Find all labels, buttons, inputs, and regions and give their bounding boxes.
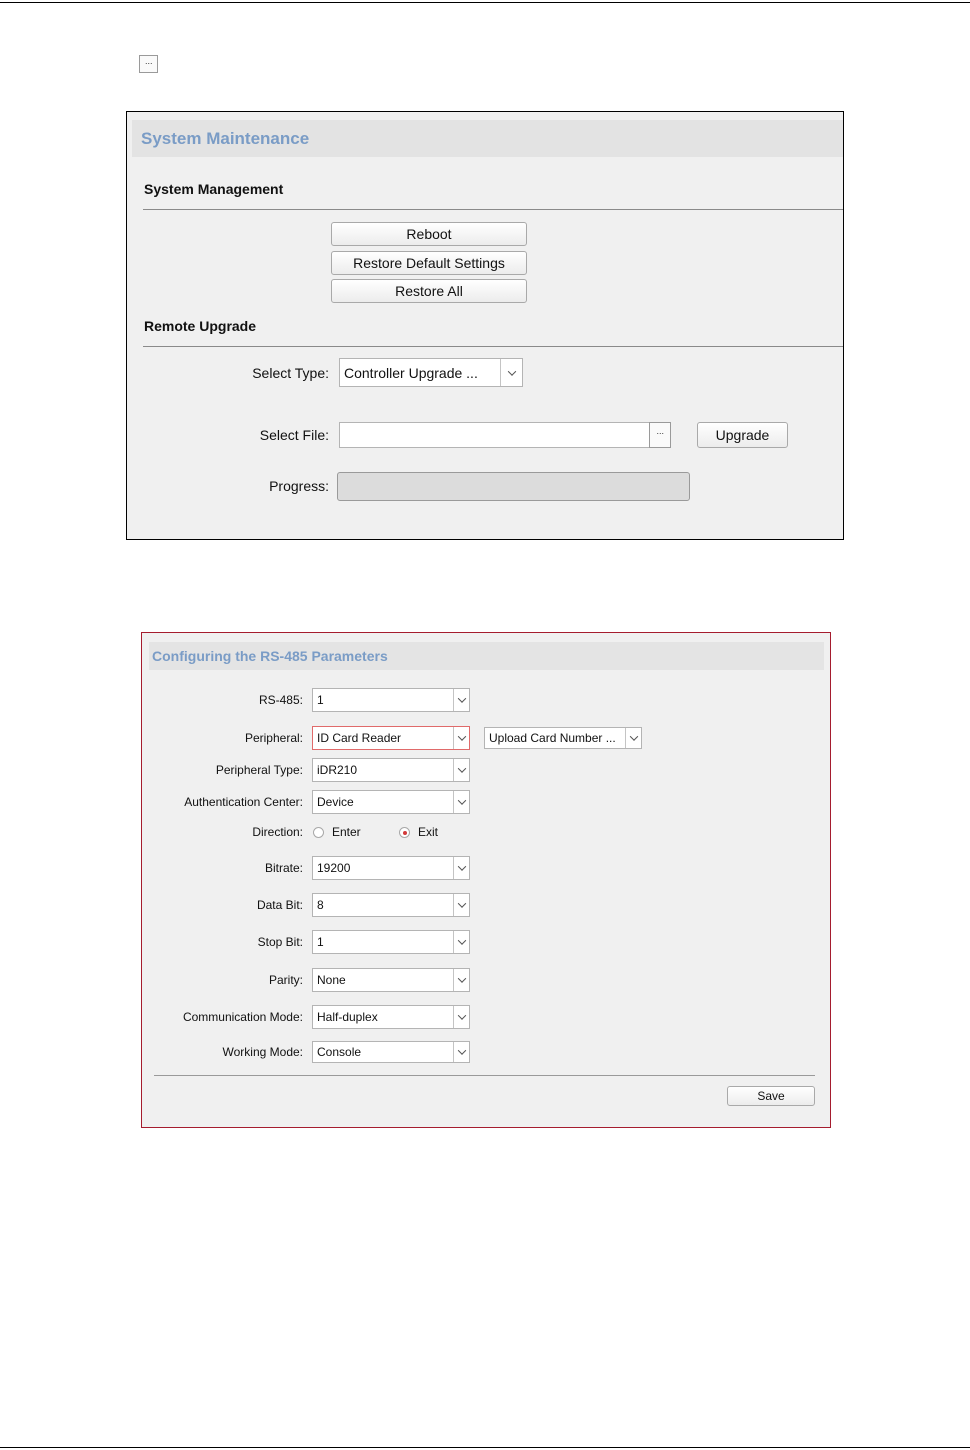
remote-upgrade-heading: Remote Upgrade (144, 318, 257, 334)
working-mode-dropdown[interactable] (312, 1041, 470, 1063)
stop-bit-value: 1 (317, 935, 324, 949)
page-bottom-rule (0, 1447, 970, 1448)
select-type-value: Controller Upgrade ... (344, 364, 478, 381)
browse-file-button[interactable]: ··· (649, 422, 671, 448)
data-bit-value: 8 (317, 898, 324, 912)
data-bit-dropdown[interactable] (312, 893, 470, 917)
panel-title: System Maintenance (141, 129, 310, 148)
upload-card-number-value: Upload Card Number ... (489, 731, 616, 745)
peripheral-value: ID Card Reader (317, 731, 402, 745)
parity-label: Parity: (268, 973, 303, 987)
restore-default-settings-button[interactable]: Restore Default Settings (331, 251, 527, 275)
upgrade-progress-bar (337, 472, 690, 501)
select-type-dropdown[interactable] (339, 358, 523, 387)
upgrade-button[interactable]: Upgrade (697, 422, 788, 448)
chevron-down-icon (453, 894, 469, 916)
working-mode-value: Console (317, 1045, 362, 1059)
reboot-button[interactable]: Reboot (331, 222, 527, 246)
chevron-down-icon (453, 791, 469, 813)
direction-enter-label: Enter (332, 825, 361, 839)
communication-mode-dropdown[interactable] (312, 1005, 470, 1029)
system-management-heading: System Management (144, 181, 284, 197)
chevron-down-icon (453, 1042, 469, 1062)
select-file-label: Select File: (259, 427, 329, 443)
panel-title: Configuring the RS-485 Parameters (152, 648, 388, 664)
communication-mode-value: Half-duplex (317, 1010, 378, 1024)
chevron-down-icon (453, 727, 469, 749)
select-file-input[interactable] (339, 422, 650, 448)
rs485-parameters-panel (141, 632, 831, 1128)
direction-label: Direction: (252, 825, 303, 839)
working-mode-label: Working Mode: (222, 1045, 303, 1059)
peripheral-dropdown[interactable] (312, 726, 470, 750)
browse-ellipsis-icon: ··· (139, 55, 158, 73)
peripheral-type-label: Peripheral Type: (215, 763, 303, 777)
save-button[interactable]: Save (727, 1086, 815, 1106)
panel-title-bar (149, 642, 824, 670)
footer-divider (154, 1075, 815, 1076)
page-top-rule (0, 2, 970, 3)
chevron-down-icon (453, 857, 469, 879)
chevron-down-icon (500, 359, 522, 386)
direction-exit-label: Exit (418, 825, 439, 839)
bitrate-label: Bitrate: (264, 861, 303, 875)
direction-enter-radio[interactable] (313, 827, 324, 838)
chevron-down-icon (453, 931, 469, 953)
rs485-dropdown[interactable] (312, 688, 470, 712)
chevron-down-icon (453, 1006, 469, 1028)
parity-dropdown[interactable] (312, 968, 470, 992)
restore-all-button[interactable]: Restore All (331, 279, 527, 303)
chevron-down-icon (453, 689, 469, 711)
progress-label: Progress: (269, 478, 329, 494)
chevron-down-icon (453, 759, 469, 781)
authentication-center-label: Authentication Center: (184, 795, 303, 809)
section-divider (143, 209, 843, 210)
data-bit-label: Data Bit: (256, 898, 303, 912)
chevron-down-icon (625, 728, 641, 748)
authentication-center-dropdown[interactable] (312, 790, 470, 814)
rs485-value: 1 (317, 693, 324, 707)
authentication-center-value: Device (317, 795, 354, 809)
section-divider (143, 346, 843, 347)
bitrate-value: 19200 (317, 861, 351, 875)
system-maintenance-panel (126, 111, 844, 540)
panel-title-bar (132, 120, 843, 157)
select-type-label: Select Type: (252, 365, 329, 381)
peripheral-label: Peripheral: (244, 731, 303, 745)
rs485-label: RS-485: (258, 693, 303, 707)
chevron-down-icon (453, 969, 469, 991)
peripheral-type-value: iDR210 (317, 763, 358, 777)
stop-bit-dropdown[interactable] (312, 930, 470, 954)
bitrate-dropdown[interactable] (312, 856, 470, 880)
communication-mode-label: Communication Mode: (182, 1010, 303, 1024)
upload-card-number-dropdown[interactable] (484, 727, 642, 749)
parity-value: None (317, 973, 346, 987)
direction-exit-radio[interactable] (399, 827, 410, 838)
peripheral-type-dropdown[interactable] (312, 758, 470, 782)
stop-bit-label: Stop Bit: (257, 935, 303, 949)
